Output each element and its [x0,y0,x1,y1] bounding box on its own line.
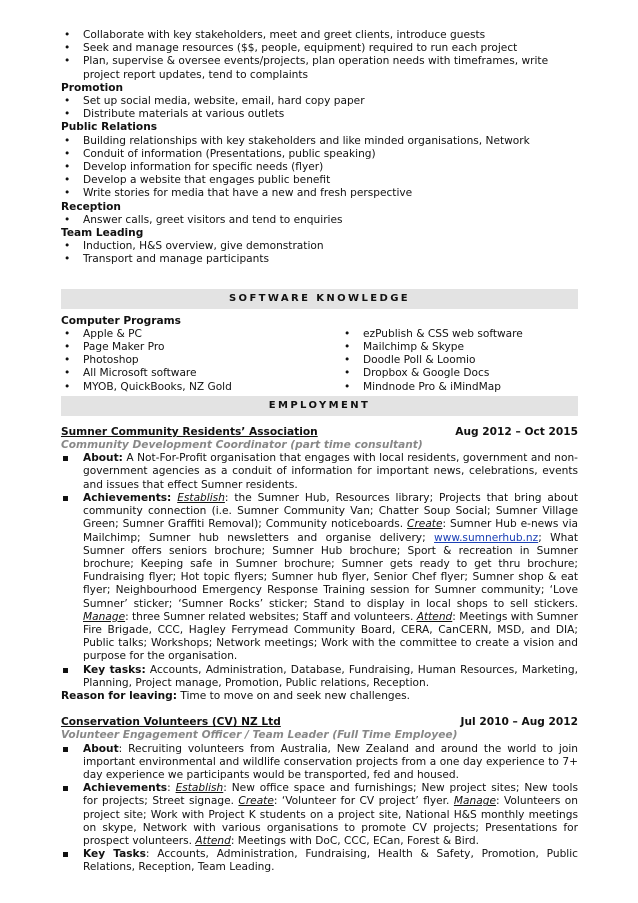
list-item: • Mailchimp & Skype [341,341,578,354]
reason-for-leaving: Reason for leaving: Time to move on and seek new challenges. [61,689,411,702]
list-item: • Page Maker Pro [61,341,341,354]
computer-programs-heading: Computer Programs [61,314,181,327]
list-item: • Doodle Poll & Loomio [341,354,578,367]
list-item: Achievements: Establish: New office space and furnishings; New project sites; New tools for projects; Street signage. Create: ‘Volunteer for CV project’ flyer. Manage: Volunteers on project site; Work with Project K students on a project site, National H&S monthly meetings on skype, Network with various organisations to promote CV projects; Presentations for prospect volunteers. Attend: Meetings with DoC, CCC, ECan, Forest & Bird. [61,782,578,848]
list-item: • Write stories for media that have a new and fresh perspective [61,187,578,200]
list-item: • Plan, supervise & oversee events/projects, plan operation needs with timeframes, write project report updates, tend to complaints [61,55,578,81]
public-relations-heading: Public Relations [61,121,158,134]
list-item: • Answer calls, greet visitors and tend to enquiries [61,214,578,227]
public-relations-list [61,135,578,201]
team-leading-list [61,240,578,266]
team-leading-heading: Team Leading [61,227,144,240]
website-link[interactable]: www.sumnerhub.nz [434,531,539,544]
list-item: • Develop a website that engages public benefit [61,174,578,187]
job-details-list [61,743,578,875]
list-item: • Seek and manage resources ($$, people, equipment) required to run each project [61,42,578,55]
list-item: • Mindnode Pro & iMindMap [341,381,578,394]
list-item: • MYOB, QuickBooks, NZ Gold [61,381,341,394]
list-item: • Conduit of information (Presentations, public speaking) [61,148,578,161]
job-header [61,426,578,439]
list-item: • Dropbox & Google Docs [341,367,578,380]
list-item: • Apple & PC [61,328,341,341]
job-organisation: Conservation Volunteers (CV) NZ Ltd [61,716,281,729]
list-item: Key Tasks: Accounts, Administration, Fundraising, Health & Safety, Promotion, Public Relations, Reception, Team Leading. [61,848,578,874]
list-item: About: Recruiting volunteers from Australia, New Zealand and around the world to join important environmental and wildlife conservation projects from a one day experience to 7+ day experience we participants would be transported, fed and housed. [61,743,578,783]
job-dates: Jul 2010 – Aug 2012 [460,716,578,729]
job-organisation: Sumner Community Residents’ Association [61,425,318,438]
job-details-list [61,452,578,690]
promotion-heading: Promotion [61,81,124,94]
list-item: • Building relationships with key stakeholders and like minded organisations, Network [61,135,578,148]
reception-heading: Reception [61,200,121,213]
employment-section-title: EMPLOYMENT [61,396,578,416]
software-list-left [61,328,341,394]
job-header [61,716,578,729]
list-item: • Photoshop [61,354,341,367]
software-section-title: SOFTWARE KNOWLEDGE [61,289,578,309]
list-item: • ezPublish & CSS web software [341,328,578,341]
list-item: • Collaborate with key stakeholders, meet and greet clients, introduce guests [61,29,578,42]
list-item: Key tasks: Accounts, Administration, Database, Fundraising, Human Resources, Marketing, Planning, Project manage, Promotion, Public relations, Reception. [61,664,578,690]
job-dates: Aug 2012 – Oct 2015 [455,425,578,438]
list-item: Achievements: Establish: the Sumner Hub, Resources library; Projects that bring about community connection (i.e. Sumner Community Van; Chatter Soup Social; Sumner Village Green; Sumner Graffiti Removal); Community noticeboards. Create: Sumner Hub e-news via Mailchimp; Sumner hub newsletters and organise delivery; www.sumnerhub.nz; What Sumner offers seniors brochure; Sumner Hub brochure; Sport & recreation in Sumner brochure; Keeping safe in Sumner brochure; Sumner gets ready to get thru brochure; Fundraising flyer; Hot topic flyers; Sumner hub flyer, Senior Chef flyer; Sumner shop & eat flyer; Neighbourhood Emergency Response Training session for Sumner community; ‘Love Sumner’ sticker; ‘Sumner Rocks’ sticker; Stand to display in local shops to sell stickers. Manage: three Sumner related websites; Staff and volunteers. Attend: Meetings with Sumner Fire Brigade, CCC, Hagley Ferrymead Community Board, CERA, CanCERN, MSD, and DIA; Public talks; Workshops; Network meetings; Work with the committee to create a vision and purpose for the organisation. [61,492,578,664]
list-item: • Develop information for specific needs (flyer) [61,161,578,174]
list-item: • Transport and manage participants [61,253,578,266]
promotion-list [61,95,578,121]
job-role: Volunteer Engagement Officer / Team Leader (Full Time Employee) [61,729,458,742]
list-item: • Set up social media, website, email, hard copy paper [61,95,578,108]
software-list-right [341,328,578,394]
reception-list [61,214,578,227]
list-item: • All Microsoft software [61,367,341,380]
duties-list [61,29,578,82]
list-item: • Induction, H&S overview, give demonstration [61,240,578,253]
job-role: Community Development Coordinator (part time consultant) [61,439,423,452]
resume-page [61,29,578,875]
list-item: • Distribute materials at various outlets [61,108,578,121]
list-item: About: A Not-For-Profit organisation that engages with local residents, government and non-government agencies as a conduit of information for important news, celebrations, events and issues that effect Sumner residents. [61,452,578,492]
